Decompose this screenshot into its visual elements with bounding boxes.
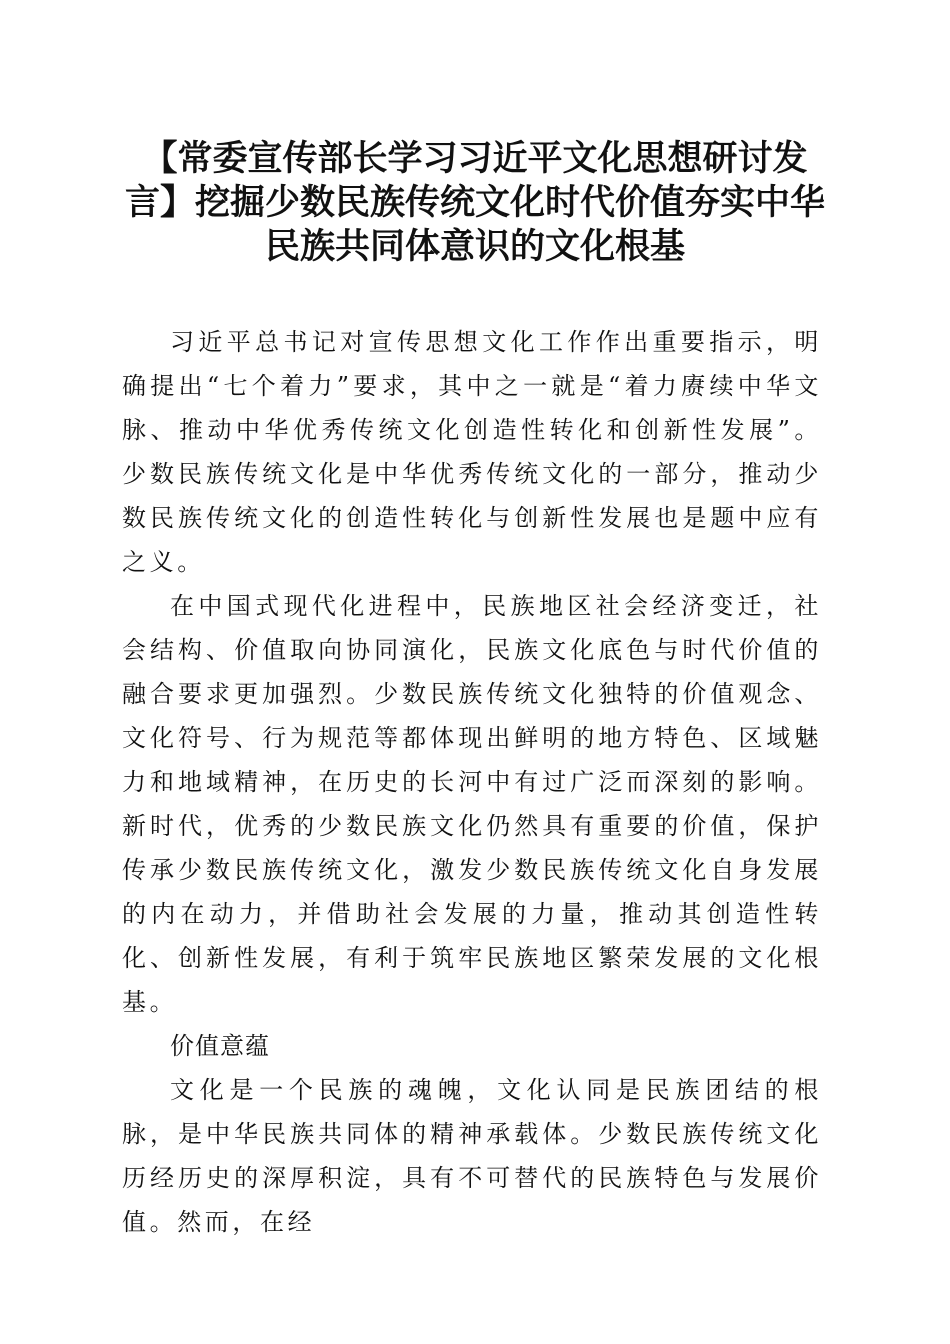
section-heading: 价值意蕴 — [170, 1032, 270, 1060]
document-body — [122, 320, 822, 1244]
title-line-3: 民族共同体意识的文化根基 — [264, 226, 685, 267]
title-line-1: 【常委宣传部长学习习近平文化思想研讨发 — [142, 138, 808, 179]
document-title — [120, 137, 830, 269]
title-line-2: 言】挖掘少数民族传统文化时代价值夯实中华 — [124, 182, 825, 223]
body-paragraph-2: 在中国式现代化进程中，民族地区社会经济变迁，社会结构、价值取向协同演化，民族文化底色与时代价值的融合要求更加强烈。少数民族传统文化独特的价值观念、文化符号、行为规范等都体现出鲜明的地方特色、区域魅力和地域精神，在历史的长河中有过广泛而深刻的影响。新时代，优秀的少数民族文化仍然具有重要的价值，保护传承少数民族传统文化，激发少数民族传统文化自身发展的内在动力，并借助社会发展的力量，推动其创造性转化、创新性发展，有利于筑牢民族地区繁荣发展的文化根基。 — [122, 592, 822, 1016]
body-paragraph-1: 习近平总书记对宣传思想文化工作作出重要指示，明确提出“七个着力”要求，其中之一就是“着力赓续中华文脉、推动中华优秀传统文化创造性转化和创新性发展”。少数民族传统文化是中华优秀传统文化的一部分，推动少数民族传统文化的创造性转化与创新性发展也是题中应有之义。 — [122, 328, 822, 576]
body-paragraph-3: 文化是一个民族的魂魄，文化认同是民族团结的根脉，是中华民族共同体的精神承载体。少数民族传统文化历经历史的深厚积淀，具有不可替代的民族特色与发展价值。然而，在经 — [122, 1076, 822, 1236]
